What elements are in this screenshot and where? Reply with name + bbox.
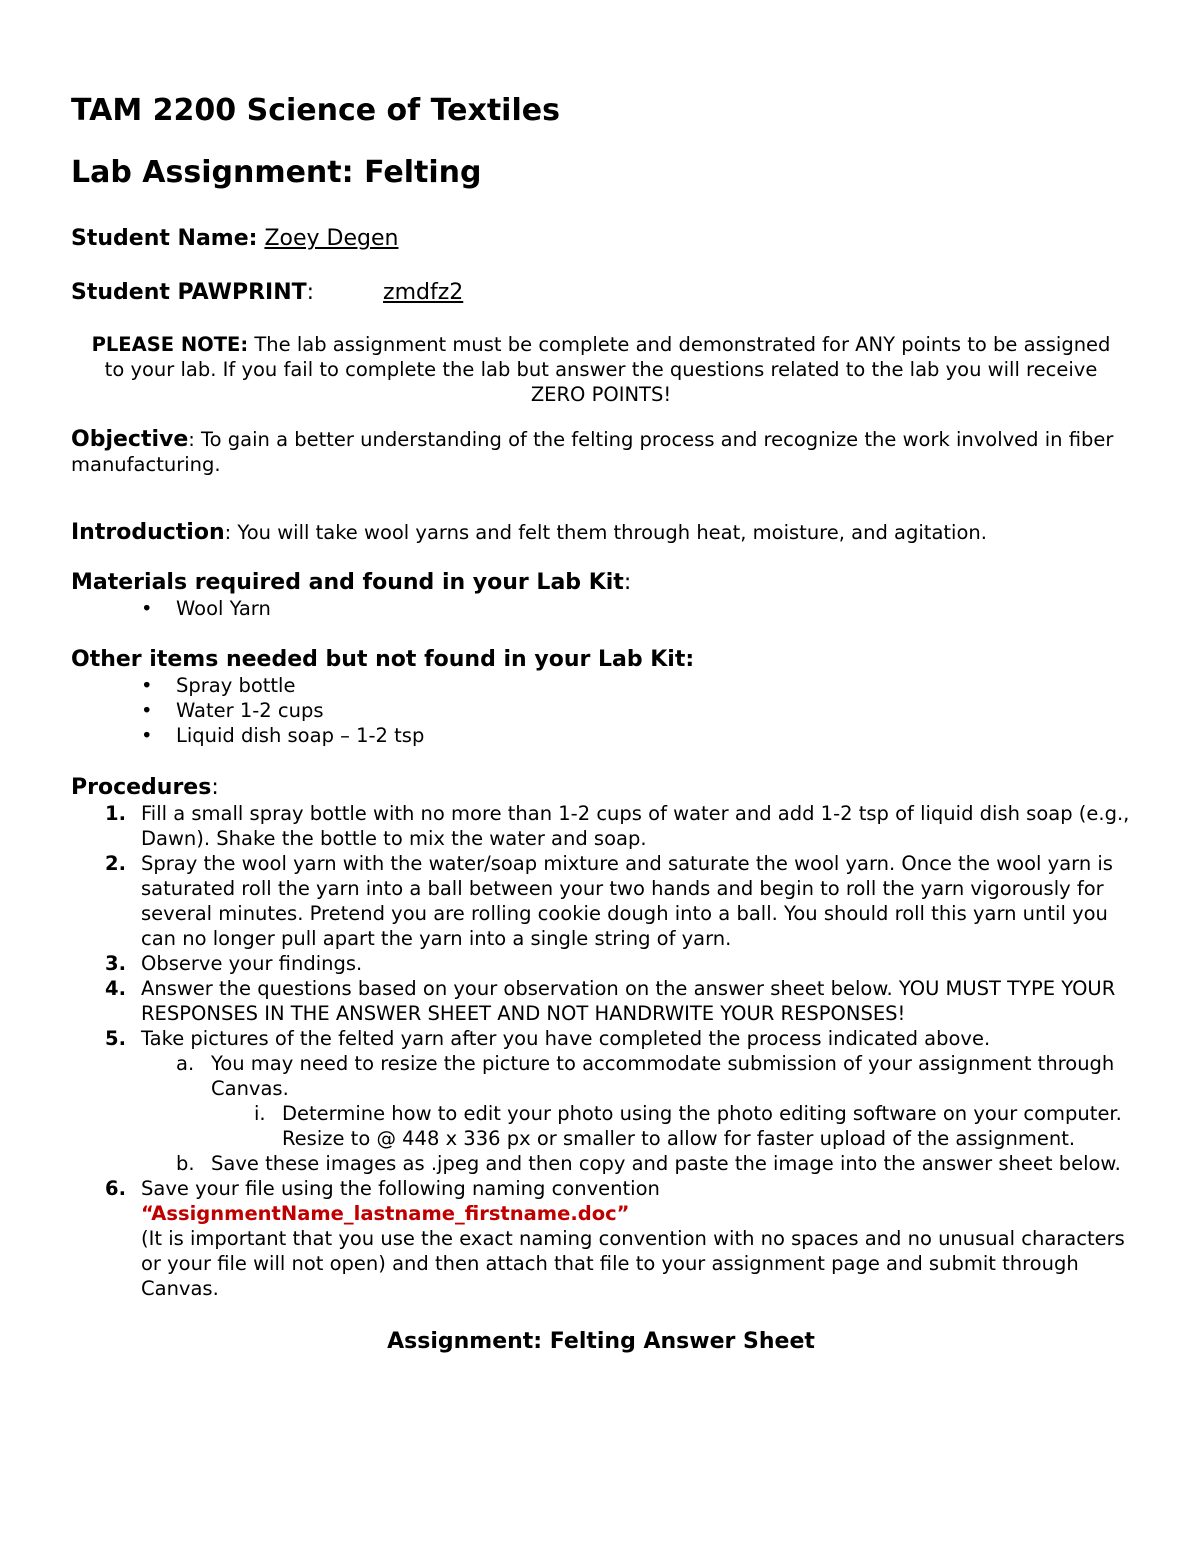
- step-number: 4.: [105, 977, 126, 1000]
- step-text: Take pictures of the felted yarn after you have completed the process indicated above.: [141, 1027, 991, 1050]
- materials-heading-colon: :: [623, 570, 632, 595]
- substep-text: Determine how to edit your photo using the photo editing software on your computer. Resize to @ 448 x 336 px or smaller to allow for faster upload of the assignment.: [282, 1102, 1122, 1150]
- please-note-text: The lab assignment must be complete and demonstrated for ANY points to be assigned to your lab. If you fail to complete the lab but answer the questions related to the lab you will receive ZERO POINTS!: [104, 333, 1111, 406]
- other-items-list: [71, 673, 1131, 748]
- substep-marker: a.: [176, 1052, 195, 1075]
- step-text: Fill a small spray bottle with no more than 1-2 cups of water and add 1-2 tsp of liquid dish soap (e.g., Dawn). Shake the bottle to mix the water and soap.: [141, 802, 1130, 850]
- step-number: 1.: [105, 802, 126, 825]
- introduction-colon: :: [224, 521, 232, 544]
- please-note-label: PLEASE NOTE:: [91, 333, 249, 356]
- objective-text: To gain a better understanding of the felting process and recognize the work involved in fiber manufacturing.: [71, 428, 1114, 476]
- student-pawprint-colon: :: [306, 280, 315, 305]
- procedure-step-4: [71, 976, 1131, 1026]
- substep-text: Save these images as .jpeg and then copy and paste the image into the answer sheet below.: [211, 1152, 1121, 1175]
- answer-sheet-title: Assignment: Felting Answer Sheet: [387, 1329, 815, 1354]
- substep-marker: i.: [254, 1102, 266, 1125]
- procedure-step-6: [71, 1176, 1131, 1301]
- procedures-list: [71, 801, 1131, 1301]
- step-text: Spray the wool yarn with the water/soap mixture and saturate the wool yarn. Once the wool yarn is saturated roll the yarn into a ball between your two hands and begin to roll the yarn vigorously for several minutes. Pretend you are rolling cookie dough into a ball. You should roll this yarn until you can no longer pull apart the yarn into a single string of yarn.: [141, 852, 1113, 950]
- introduction-section: [71, 520, 1131, 545]
- step-number: 5.: [105, 1027, 126, 1050]
- list-item: • Spray bottle: [71, 673, 1131, 698]
- materials-heading-text: Materials required and found in your Lab Kit: [71, 570, 624, 595]
- objective-section: [71, 427, 1131, 477]
- substep-b: [141, 1151, 1131, 1176]
- list-item: • Wool Yarn: [71, 596, 1131, 621]
- procedure-step-5: [71, 1026, 1131, 1176]
- course-title: TAM 2200 Science of Textiles: [71, 93, 560, 128]
- list-item: • Water 1-2 cups: [71, 698, 1131, 723]
- file-naming-convention: “AssignmentName_lastname_firstname.doc”: [141, 1202, 630, 1225]
- procedures-heading-text: Procedures: [71, 775, 212, 800]
- step-text: Observe your findings.: [141, 952, 363, 975]
- materials-list: [71, 596, 1131, 621]
- student-pawprint-label: Student PAWPRINT: [71, 280, 307, 305]
- procedure-step-2: [71, 851, 1131, 951]
- lab-title: Lab Assignment: Felting: [71, 155, 482, 190]
- student-name-label: Student Name:: [71, 226, 258, 251]
- procedures-heading: [71, 774, 1131, 801]
- materials-heading: [71, 569, 1131, 596]
- other-items-heading: Other items needed but not found in your Lab Kit:: [71, 647, 695, 672]
- list-item: • Liquid dish soap – 1-2 tsp: [71, 723, 1131, 748]
- procedure-step-3: [71, 951, 1131, 976]
- student-name-value: Zoey Degen: [264, 226, 399, 251]
- procedure-step-1: [71, 801, 1131, 851]
- step-number: 6.: [105, 1177, 126, 1200]
- procedures-heading-colon: :: [211, 775, 219, 800]
- substep-a: [141, 1051, 1131, 1151]
- step-number: 3.: [105, 952, 126, 975]
- file-naming-note: (It is important that you use the exact naming convention with no spaces and no unusual characters or your file will not open) and then attach that file to your assignment page and submit through Canvas.: [141, 1227, 1125, 1300]
- substep-i: [211, 1101, 1131, 1151]
- introduction-label: Introduction: [71, 520, 225, 545]
- substep-marker: b.: [176, 1152, 195, 1175]
- objective-label: Objective: [71, 427, 189, 452]
- please-note: [71, 332, 1131, 407]
- student-name-row: [71, 224, 1131, 254]
- introduction-text: You will take wool yarns and felt them through heat, moisture, and agitation.: [231, 521, 987, 544]
- substep-text: You may need to resize the picture to accommodate submission of your assignment through Canvas.: [211, 1052, 1115, 1100]
- step-text: Save your file using the following naming convention: [141, 1177, 660, 1200]
- student-pawprint-row: [71, 278, 1131, 308]
- step-number: 2.: [105, 852, 126, 875]
- objective-colon: :: [188, 428, 195, 451]
- student-pawprint-value: zmdfz2: [383, 280, 464, 305]
- document-page: [71, 90, 1131, 1357]
- step-text: Answer the questions based on your observation on the answer sheet below. YOU MUST TYPE YOUR RESPONSES IN THE ANSWER SHEET AND NOT HANDRWITE YOUR RESPONSES!: [141, 977, 1116, 1025]
